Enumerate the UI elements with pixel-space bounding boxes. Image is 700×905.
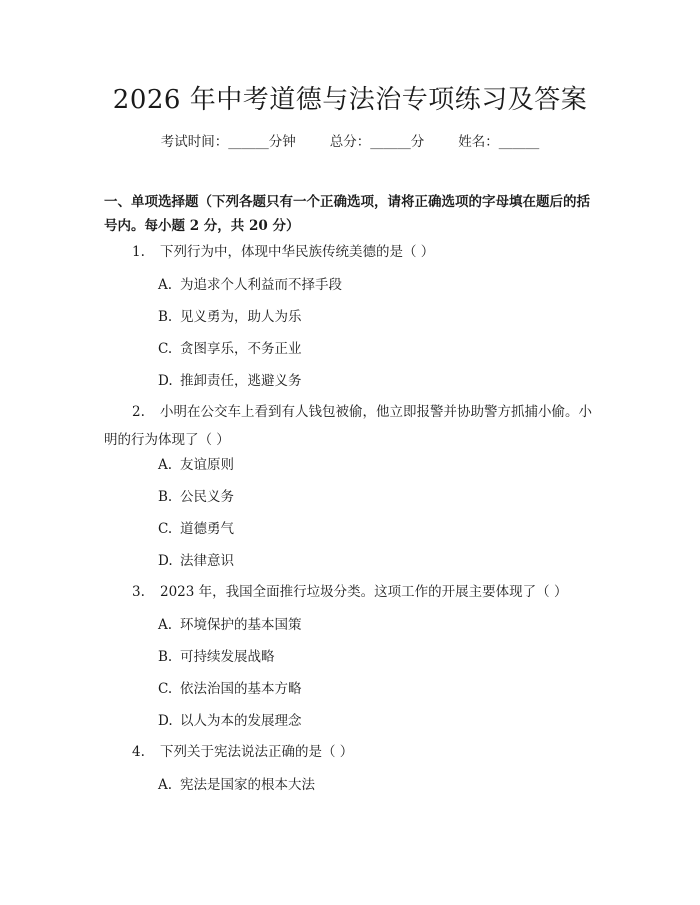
- option-item: B. 公民义务: [158, 489, 234, 505]
- question-3: [104, 578, 598, 606]
- option-item: A. 环境保护的基本国策: [158, 617, 302, 633]
- option-item: A. 友谊原则: [158, 457, 234, 473]
- option-item: C. 贪图享乐，不务正业: [158, 341, 302, 357]
- exam-meta-row: [0, 133, 700, 151]
- option-item: D. 以人为本的发展理念: [158, 713, 302, 729]
- option-item: B. 见义勇为，助人为乐: [158, 309, 302, 325]
- document-title: 2026 年中考道德与法治专项练习及答案: [112, 85, 588, 115]
- section-heading: 一、单项选择题（下列各题只有一个正确选项，请将正确选项的字母填在题后的括号内。每小题 2 分，共 20 分）: [104, 194, 590, 234]
- question-4: [104, 738, 598, 766]
- option-item: D. 法律意识: [158, 553, 234, 569]
- question-number: 3.: [132, 584, 145, 600]
- question-number: 4.: [132, 744, 145, 760]
- option-item: A. 宪法是国家的根本大法: [158, 777, 315, 793]
- option-item: D. 推卸责任，逃避义务: [158, 373, 302, 389]
- question-stem: 2. 小明在公交车上看到有人钱包被偷，他立即报警并协助警方抓捕小偷。小明的行为体现了（ ）: [104, 398, 598, 454]
- question-stem: 3. 2023 年，我国全面推行垃圾分类。这项工作的开展主要体现了（ ）: [104, 578, 598, 606]
- option-item: A. 为追求个人利益而不择手段: [158, 277, 342, 293]
- question-number: 1.: [132, 244, 145, 260]
- exam-time-field: 考试时间：______分钟: [160, 134, 296, 150]
- question-number: 2.: [132, 404, 145, 420]
- name-field: 姓名：______: [458, 134, 540, 150]
- question-2: [104, 398, 598, 454]
- question-1: [104, 238, 598, 266]
- option-item: C. 依法治国的基本方略: [158, 681, 302, 697]
- total-score-field: 总分：______分: [329, 134, 425, 150]
- question-stem: 1. 下列行为中，体现中华民族传统美德的是（ ）: [104, 238, 598, 266]
- option-item: C. 道德勇气: [158, 521, 234, 537]
- option-item: B. 可持续发展战略: [158, 649, 275, 665]
- question-stem: 4. 下列关于宪法说法正确的是（ ）: [104, 738, 598, 766]
